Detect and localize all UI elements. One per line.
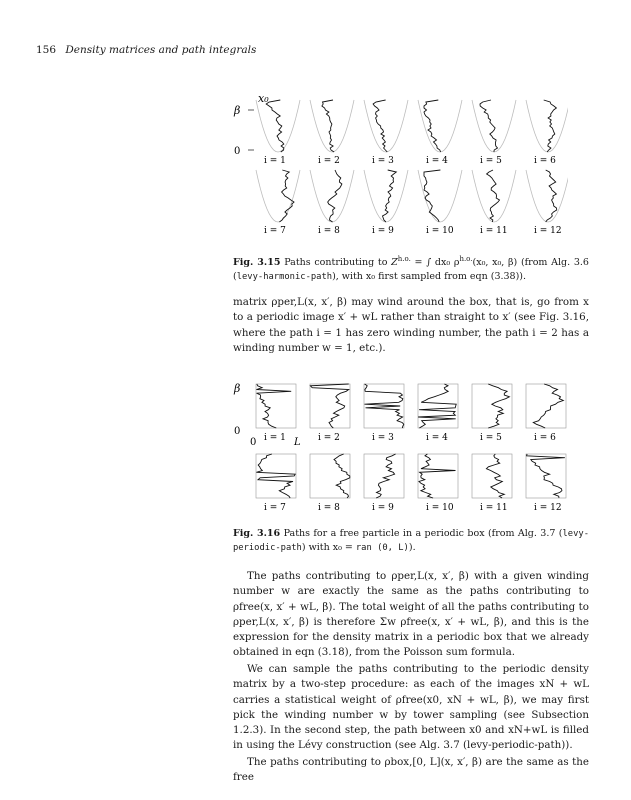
- beta-axis-label: β: [234, 382, 241, 395]
- path-panel: [526, 100, 568, 166]
- panel-label: i = 1: [264, 156, 286, 166]
- panel-label: i = 10: [426, 226, 454, 236]
- panel-label: i = 9: [372, 226, 394, 236]
- caption-label: Fig. 3.16: [233, 528, 281, 539]
- paragraph-1: matrix ρper,L(x, x′, β) may wind around the box, that is, go from x to a periodic image x′ + wL rather than straight to x′ (see Fig. 3.16, where the path i = 1 has zero winding number, the path i = 2 has a winding number w = 1, etc.).: [233, 296, 589, 354]
- panel-label: i = 7: [264, 503, 286, 513]
- panel-label: i = 11: [480, 226, 508, 236]
- panel-label: i = 10: [426, 503, 454, 513]
- panel-label: i = 12: [534, 503, 562, 513]
- beta-axis-label: β: [234, 104, 241, 117]
- code-levy-periodic-path: levy-periodic-path: [233, 529, 589, 553]
- path-panel: [364, 454, 404, 513]
- path-panel: [310, 454, 350, 513]
- path-panel: [418, 100, 462, 166]
- path-panel: [310, 100, 354, 166]
- path-panel: [364, 384, 404, 443]
- panel-label: i = 3: [372, 433, 394, 443]
- panel-label: i = 4: [426, 156, 448, 166]
- panel-label: i = 9: [372, 503, 394, 513]
- panel-label: i = 2: [318, 433, 340, 443]
- panel-label: i = 1: [264, 433, 286, 443]
- path-panel: [418, 384, 458, 443]
- panel-label: i = 8: [318, 503, 340, 513]
- caption-label: Fig. 3.15: [233, 257, 281, 269]
- path-panel: [472, 384, 512, 443]
- panel-label: i = 6: [534, 433, 556, 443]
- running-title: Density matrices and path integrals: [65, 44, 257, 56]
- panel-label: i = 11: [480, 503, 508, 513]
- x0-axis-label: x₀: [258, 92, 269, 105]
- path-panel: [310, 384, 350, 443]
- path-panel: [472, 454, 512, 513]
- code-levy-harmonic-path: levy-harmonic-path: [236, 272, 333, 283]
- path-panel: [526, 384, 566, 443]
- path-panel: [256, 454, 296, 513]
- paragraph-4: The paths contributing to ρbox,[0, L](x, x′, β) are the same as the free: [233, 756, 589, 784]
- panel-label: i = 5: [480, 156, 502, 166]
- path-panel: [364, 170, 408, 236]
- path-panel: [472, 100, 516, 166]
- x-axis-L-label: L: [294, 437, 301, 448]
- path-panel: [418, 454, 458, 513]
- paragraph-2: The paths contributing to ρper,L(x, x′, β) with a given winding number w are exactly the same as the paths contributing to ρfree(x, x′ + wL, β). The total weight of all the paths contributing to ρper,L(x, x′, β) is therefore Σw ρfree(x, x′ + wL, β), and this is the expression for the density matrix in a periodic box that we already obtained in eqn (3.18), from the Poisson sum formula.: [233, 570, 589, 659]
- panel-label: i = 8: [318, 226, 340, 236]
- zero-axis-label: 0: [234, 426, 241, 437]
- panel-label: i = 6: [534, 156, 556, 166]
- zero-axis-label: 0: [234, 146, 241, 157]
- path-panel: [526, 170, 568, 236]
- path-panel: [472, 170, 516, 236]
- path-panel: [256, 384, 296, 443]
- path-panel: [526, 454, 566, 513]
- page-number: 156: [36, 44, 57, 56]
- figure-3-15: [228, 88, 568, 240]
- figure-3-16: [228, 378, 568, 516]
- figure-3-16-caption: Fig. 3.16 Paths for a free particle in a periodic box (from Alg. 3.7 (levy-periodic-path) with x₀ = ran (0, L)).: [233, 528, 589, 553]
- panel-label: i = 3: [372, 156, 394, 166]
- path-panel: [256, 170, 300, 236]
- path-panel: [256, 100, 300, 166]
- path-panel: [418, 170, 462, 236]
- figure-3-15-caption: Fig. 3.15 Paths contributing to $Z^{h.o.}$ = ∫ dx₀ $\rho^{h.o.}(x_0$, x₀, β) (from Alg. 3.6 (levy-harmonic-path), with x₀ first sampled from eqn (3.38)).: [233, 255, 589, 283]
- panel-label: i = 5: [480, 433, 502, 443]
- running-header: [36, 44, 256, 56]
- path-panel: [310, 170, 354, 236]
- panel-label: i = 2: [318, 156, 340, 166]
- panel-label: i = 4: [426, 433, 448, 443]
- paragraph-3: We can sample the paths contributing to the periodic density matrix by a two-step procedure: as each of the images xN + wL carries a statistical weight of ρfree(x0, xN + wL, β), we may first pick the winding number w by tower sampling (see Subsection 1.2.3). In the second step, the path between x0 and xN+wL is filled in using the Lévy construction (see Alg. 3.7 (levy-periodic-path)).: [233, 663, 589, 752]
- panel-label: i = 7: [264, 226, 286, 236]
- panel-label: i = 12: [534, 226, 562, 236]
- path-panel: [364, 100, 408, 166]
- x-axis-zero-label: 0: [250, 437, 257, 448]
